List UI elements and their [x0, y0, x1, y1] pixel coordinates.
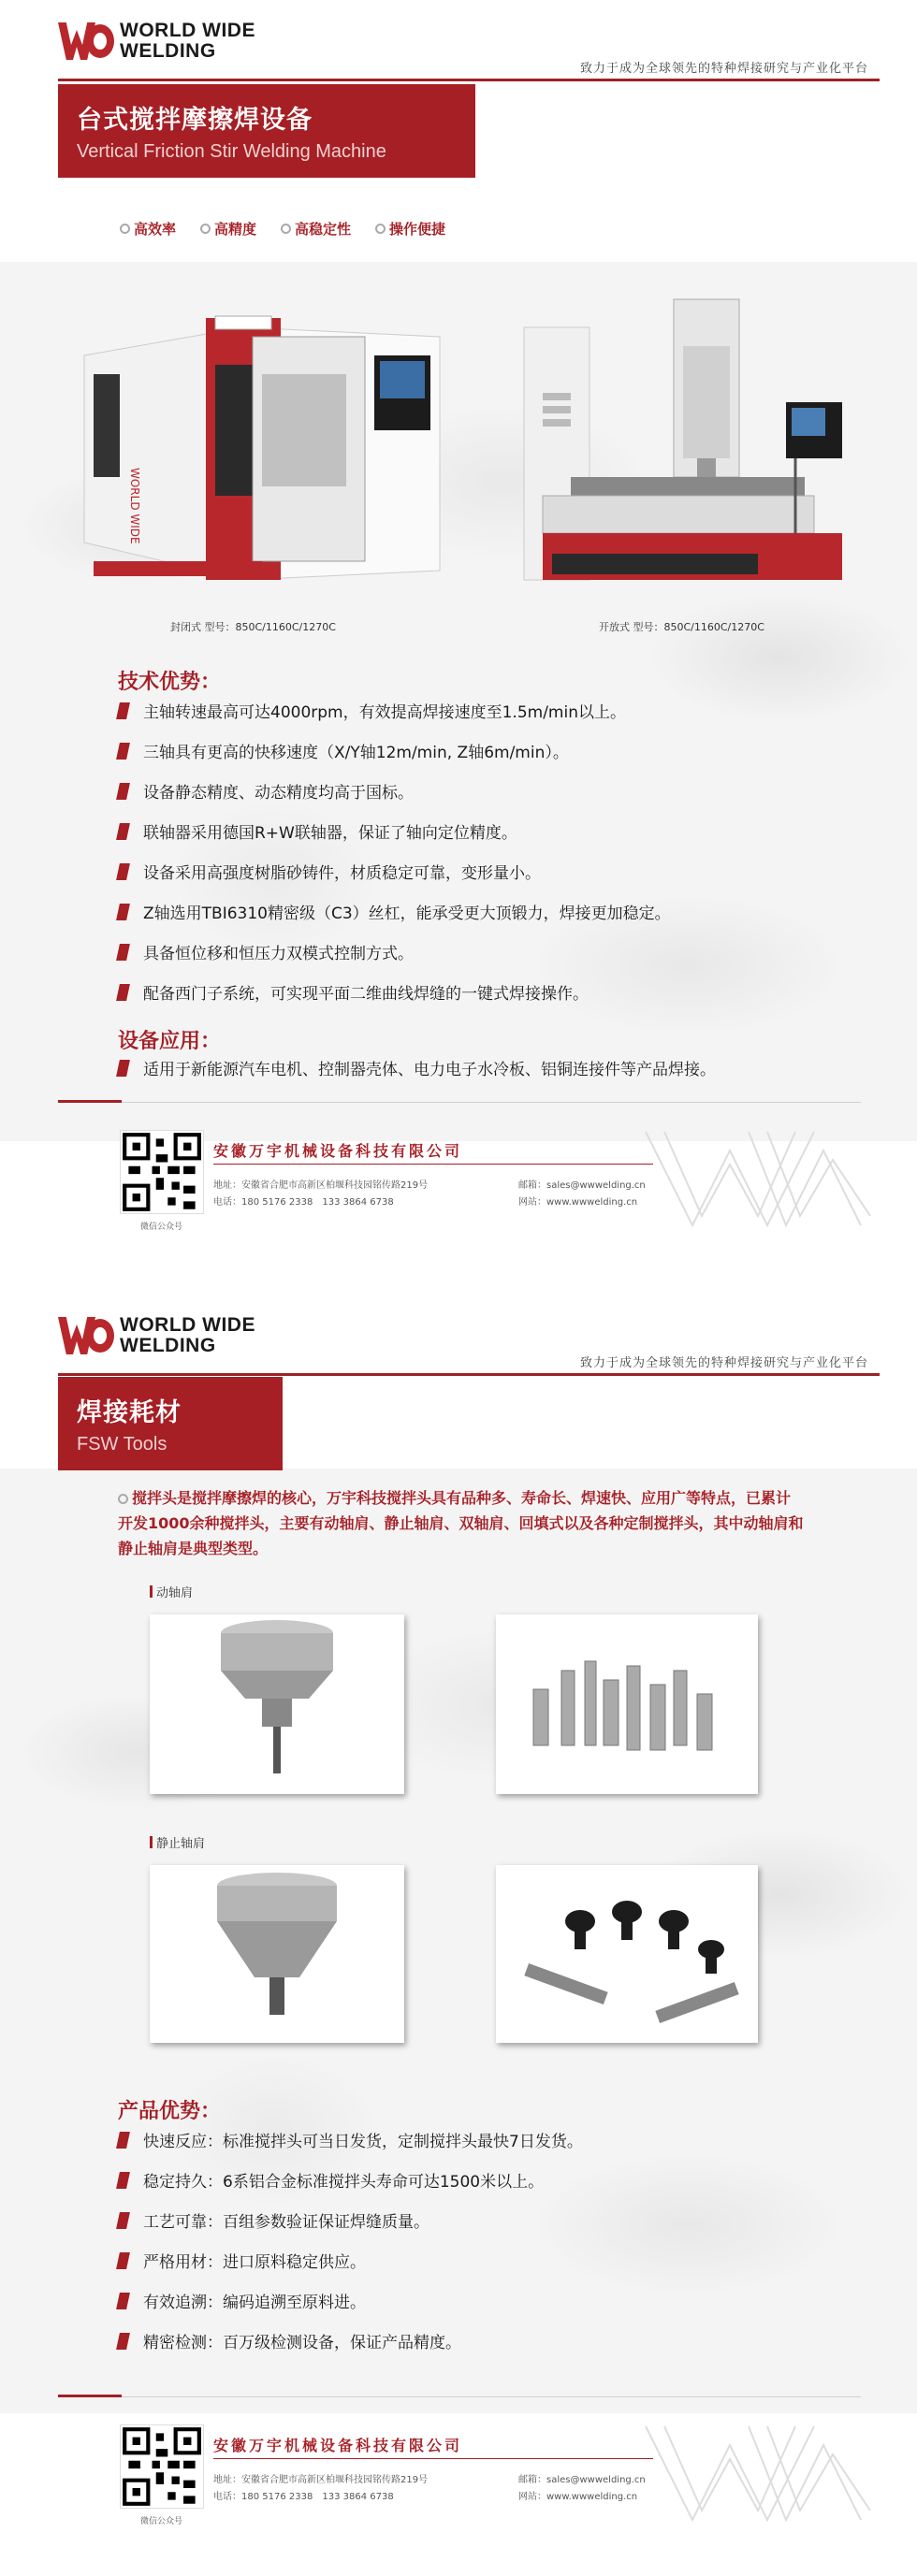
- bullet-icon: [116, 2172, 130, 2189]
- decorative-w-lines: [636, 2417, 880, 2529]
- logo-line1: WORLD WIDE: [120, 1314, 255, 1336]
- list-item: 主轴转速最高可达4000rpm，有效提高焊接速度至1.5m/min以上。: [118, 690, 861, 731]
- list-item: 设备静态精度、动态精度均高于国标。: [118, 771, 861, 811]
- qr-code-icon: [120, 1130, 204, 1214]
- logo-line2: WELDING: [120, 40, 216, 62]
- bullet-icon: [116, 2132, 130, 2149]
- section-end-rule: [58, 2395, 122, 2397]
- label-dynamic-shoulder: 动轴肩: [150, 1583, 193, 1600]
- section-end-rule: [58, 1100, 122, 1103]
- dynamic-shoulder-tool-photo-2: [496, 1614, 758, 1794]
- circle-bullet-icon: [281, 224, 291, 234]
- logo-line1: WORLD WIDE: [120, 20, 255, 41]
- feature-item: 操作便捷: [375, 219, 445, 239]
- title-block-2: [58, 1377, 283, 1470]
- circle-bullet-icon: [375, 224, 386, 234]
- header-divider: [58, 1373, 880, 1376]
- product-advantages-title: 产品优势：: [118, 2100, 222, 2123]
- page-title: 台式搅拌摩擦焊设备: [77, 106, 313, 135]
- feature-list: [120, 219, 445, 239]
- intro-paragraph: 搅拌头是搅拌摩擦焊的核心，万宇科技搅拌头具有品种多、寿命长、焊速快、应用广等特点，已累计开发1000余种搅拌头，主要有动轴肩、静止轴肩、双轴肩、回填式以及各种定制搅拌头，其中动轴肩和静止轴肩是典型类型。: [118, 1489, 804, 1557]
- logo: [58, 21, 255, 62]
- company-name: 安徽万宇机械设备科技有限公司: [213, 2437, 463, 2454]
- page-title: 焊接耗材: [77, 1398, 182, 1427]
- bullet-icon: [116, 823, 130, 840]
- bullet-icon: [116, 743, 130, 760]
- slogan: 致力于成为全球领先的特种焊接研究与产业化平台: [579, 1356, 868, 1370]
- list-item: 联轴器采用德国R+W联轴器，保证了轴向定位精度。: [118, 811, 861, 851]
- company-address: 地址：安徽省合肥市高新区柏堰科技园铭传路219号: [213, 1180, 429, 1191]
- logo-mark-icon: [58, 22, 110, 60]
- feature-item: 高效率: [120, 219, 176, 239]
- tech-advantages-list: [118, 690, 861, 1012]
- footer-1: [0, 1113, 917, 1235]
- feature-item: 高稳定性: [281, 219, 351, 239]
- bullet-icon: [116, 944, 130, 961]
- circle-bullet-icon: [120, 224, 130, 234]
- list-item: 有效追溯：编码追溯至原料进。: [118, 2280, 861, 2321]
- logo-line2: WELDING: [120, 1335, 216, 1356]
- section-divider: [122, 1102, 861, 1103]
- circle-bullet-icon: [118, 1494, 128, 1504]
- logo-text: [120, 21, 255, 62]
- dynamic-shoulder-tool-photo-1: [150, 1614, 404, 1794]
- list-item: 严格用材：进口原料稳定供应。: [118, 2240, 861, 2280]
- footer-2: [0, 2408, 917, 2529]
- company-website: 网站：www.wwwelding.cn: [518, 1197, 638, 1208]
- logo: [58, 1315, 255, 1356]
- bullet-icon: [116, 1060, 130, 1077]
- bullet-icon: [116, 2252, 130, 2269]
- list-item: 配备西门子系统，可实现平面二维曲线焊缝的一键式焊接操作。: [118, 972, 861, 1012]
- company-phone: 电话：180 5176 2338 133 3864 6738: [213, 2492, 394, 2502]
- bullet-icon: [116, 984, 130, 1001]
- company-rule: [213, 2458, 653, 2459]
- bullet-icon: [116, 904, 130, 920]
- application-list: [118, 1048, 861, 1088]
- list-item: Z轴选用TBI6310精密级（C3）丝杠，能承受更大顶锻力，焊接更加稳定。: [118, 891, 861, 932]
- bullet-icon: [116, 2333, 130, 2350]
- product-advantages-list: [118, 2120, 861, 2361]
- logo-mark-icon: [58, 1317, 110, 1354]
- open-machine-image: [515, 290, 852, 589]
- company-rule: [213, 1164, 653, 1165]
- bullet-icon: [116, 2212, 130, 2229]
- list-item: 适用于新能源汽车电机、控制器壳体、电力电子水冷板、铝铜连接件等产品焊接。: [118, 1048, 861, 1088]
- static-shoulder-tool-photo-2: [496, 1865, 758, 2043]
- page-subtitle: Vertical Friction Stir Welding Machine: [77, 141, 386, 162]
- list-item: 快速反应：标准搅拌头可当日发货，定制搅拌头最快7日发货。: [118, 2120, 861, 2160]
- closed-machine-caption: 封闭式 型号：850C/1160C/1270C: [170, 621, 336, 633]
- label-static-shoulder: 静止轴肩: [150, 1833, 205, 1851]
- open-machine-caption: 开放式 型号：850C/1160C/1270C: [599, 621, 764, 633]
- company-email: 邮箱：sales@wwwelding.cn: [518, 1180, 646, 1191]
- qr-caption: 微信公众号: [140, 1223, 183, 1232]
- list-item: 精密检测：百万级检测设备，保证产品精度。: [118, 2321, 861, 2361]
- company-name: 安徽万宇机械设备科技有限公司: [213, 1142, 463, 1160]
- company-website: 网站：www.wwwelding.cn: [518, 2492, 638, 2502]
- feature-item: 高精度: [200, 219, 256, 239]
- qr-caption: 微信公众号: [140, 2517, 183, 2526]
- tech-advantages-title: 技术优势：: [118, 671, 222, 694]
- application-title: 设备应用：: [118, 1030, 222, 1053]
- bullet-icon: [116, 863, 130, 880]
- slogan: 致力于成为全球领先的特种焊接研究与产业化平台: [579, 62, 868, 76]
- header-1: [0, 0, 917, 86]
- company-email: 邮箱：sales@wwwelding.cn: [518, 2475, 646, 2485]
- closed-machine-image: [75, 299, 449, 580]
- logo-text: [120, 1315, 255, 1356]
- bullet-icon: [116, 2293, 130, 2309]
- static-shoulder-tool-photo-1: [150, 1865, 404, 2043]
- bullet-icon: [116, 702, 130, 719]
- qr-code-icon: [120, 2424, 204, 2509]
- header-2: [0, 1295, 917, 1381]
- decorative-w-lines: [636, 1122, 880, 1235]
- list-item: 稳定持久：6系铝合金标准搅拌头寿命可达1500米以上。: [118, 2160, 861, 2200]
- company-address: 地址：安徽省合肥市高新区柏堰科技园铭传路219号: [213, 2475, 429, 2485]
- list-item: 三轴具有更高的快移速度（X/Y轴12m/min, Z轴6m/min）。: [118, 731, 861, 771]
- bullet-icon: [116, 783, 130, 800]
- list-item: 具备恒位移和恒压力双模式控制方式。: [118, 932, 861, 972]
- header-divider: [58, 79, 880, 81]
- list-item: 工艺可靠：百组参数验证保证焊缝质量。: [118, 2200, 861, 2240]
- company-phone: 电话：180 5176 2338 133 3864 6738: [213, 1197, 394, 1208]
- section-divider: [122, 2396, 861, 2397]
- list-item: 设备采用高强度树脂砂铸件，材质稳定可靠，变形量小。: [118, 851, 861, 891]
- svg-text:WORLD WIDE: WORLD WIDE: [128, 468, 141, 544]
- page-subtitle: FSW Tools: [77, 1434, 167, 1454]
- title-block-1: [58, 84, 475, 178]
- circle-bullet-icon: [200, 224, 211, 234]
